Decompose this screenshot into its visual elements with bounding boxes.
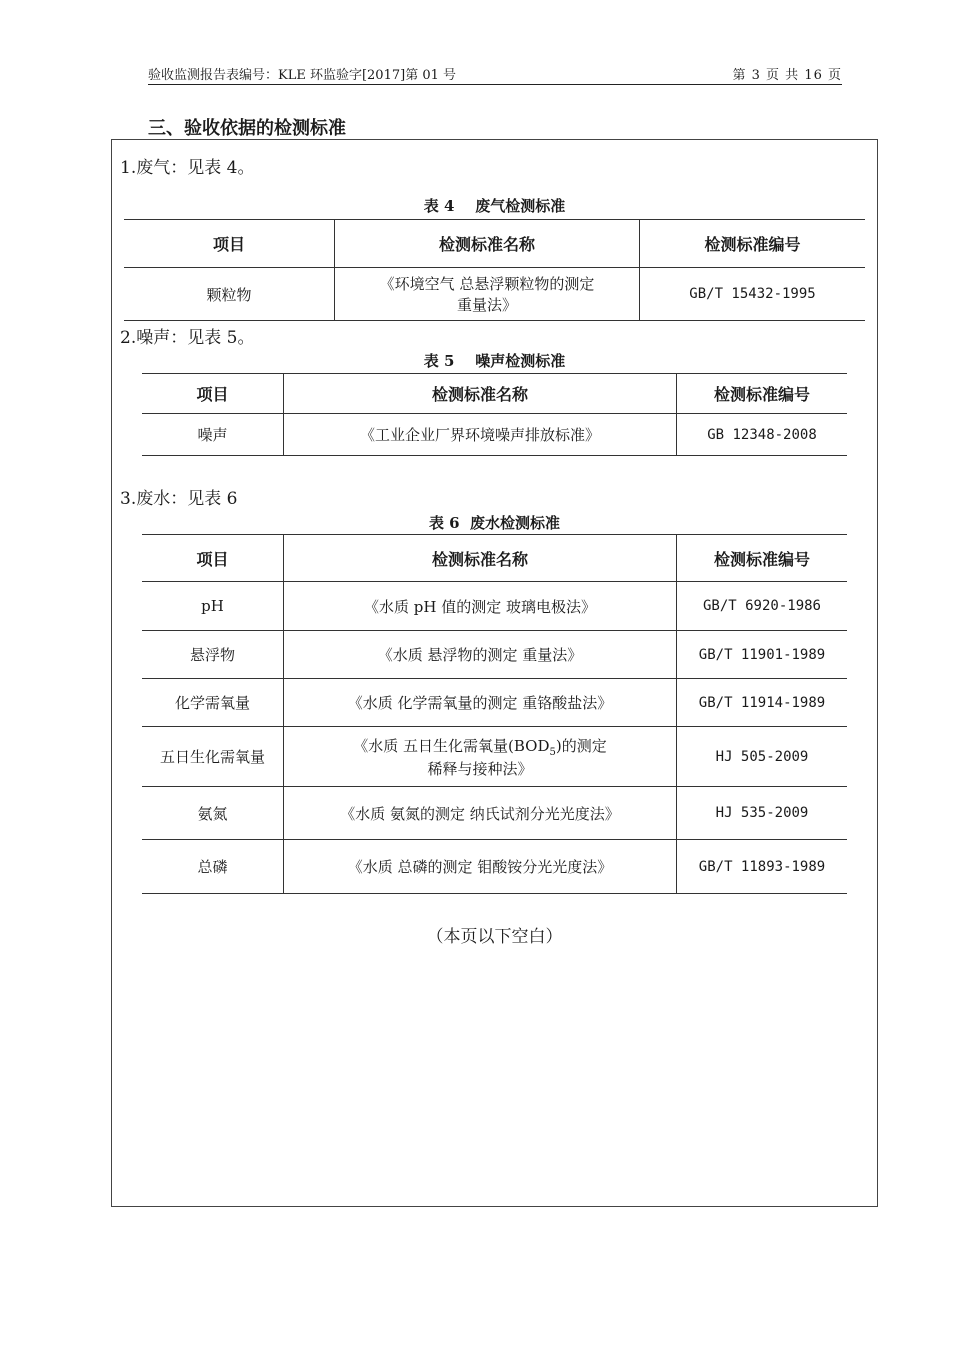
cell-name-subscript: 5 [549,746,556,758]
table-header-row [142,535,847,582]
report-number: 验收监测报告表编号：KLE 环监验字[2017]第 01 号 [148,68,457,83]
col-header-name: 检测标准名称 [284,374,677,414]
cell-code: GB/T 15432-1995 [640,268,866,321]
cell-item: 氨氮 [142,787,284,840]
cell-item: 噪声 [142,414,284,456]
water-standards-table [142,534,847,894]
cell-name: 《水质 氨氮的测定 纳氏试剂分光光度法》 [284,787,677,840]
cell-item: 化学需氧量 [142,679,284,727]
cell-name: 《水质 总磷的测定 钼酸铵分光光度法》 [284,840,677,894]
table-row [142,679,847,727]
cell-item: 悬浮物 [142,631,284,679]
cell-item: 颗粒物 [124,268,335,321]
col-header-name: 检测标准名称 [335,220,640,268]
table-row [142,840,847,894]
col-header-name: 检测标准名称 [284,535,677,582]
noise-standards-table [142,373,847,456]
noise-intro: 2.噪声：见表 5。 [120,328,255,348]
blank-page-note: （本页以下空白） [426,927,563,947]
water-intro: 3.废水：见表 6 [120,489,238,509]
gas-standards-table [124,219,865,321]
table-row [142,727,847,787]
page-header [148,60,842,85]
cell-code: GB/T 11893-1989 [677,840,848,894]
col-header-code: 检测标准编号 [677,374,848,414]
cell-code: GB/T 11901-1989 [677,631,848,679]
cell-code: HJ 535-2009 [677,787,848,840]
cell-name-line1-pre: 《水质 五日生化需氧量(BOD [353,736,550,755]
col-header-code: 检测标准编号 [640,220,866,268]
page-number: 第 3 页 共 16 页 [732,68,842,83]
table-row [142,787,847,840]
section-title: 三、验收依据的检测标准 [148,118,346,139]
col-header-item: 项目 [142,374,284,414]
cell-name: 《工业企业厂界环境噪声排放标准》 [284,414,677,456]
cell-name-line2: 稀释与接种法》 [427,759,533,778]
cell-code: GB/T 11914-1989 [677,679,848,727]
table-header-row [124,220,865,268]
table-row [142,582,847,631]
cell-name [284,727,677,787]
gas-intro: 1.废气：见表 4。 [120,158,255,178]
cell-item: pH [142,582,284,631]
cell-name-line2: 重量法》 [456,296,517,314]
table-header-row [142,374,847,414]
water-table-caption: 表 6 废水检测标准 [428,514,561,532]
cell-code: GB/T 6920-1986 [677,582,848,631]
gas-table-caption: 表 4 废气检测标准 [423,197,566,215]
cell-name: 《水质 悬浮物的测定 重量法》 [284,631,677,679]
cell-name-line1: 《环境空气 总悬浮颗粒物的测定 [379,275,595,293]
cell-item: 总磷 [142,840,284,894]
table-row [142,414,847,456]
table-row [124,268,865,321]
cell-name: 《水质 pH 值的测定 玻璃电极法》 [284,582,677,631]
cell-name: 《水质 化学需氧量的测定 重铬酸盐法》 [284,679,677,727]
cell-name-line1 [290,735,670,758]
cell-item: 五日生化需氧量 [142,727,284,787]
cell-code: GB 12348-2008 [677,414,848,456]
noise-table-caption: 表 5 噪声检测标准 [423,352,566,370]
col-header-item: 项目 [124,220,335,268]
cell-name [335,268,640,321]
table-row [142,631,847,679]
col-header-item: 项目 [142,535,284,582]
col-header-code: 检测标准编号 [677,535,848,582]
cell-code: HJ 505-2009 [677,727,848,787]
cell-name-line1-post: )的测定 [555,736,607,755]
